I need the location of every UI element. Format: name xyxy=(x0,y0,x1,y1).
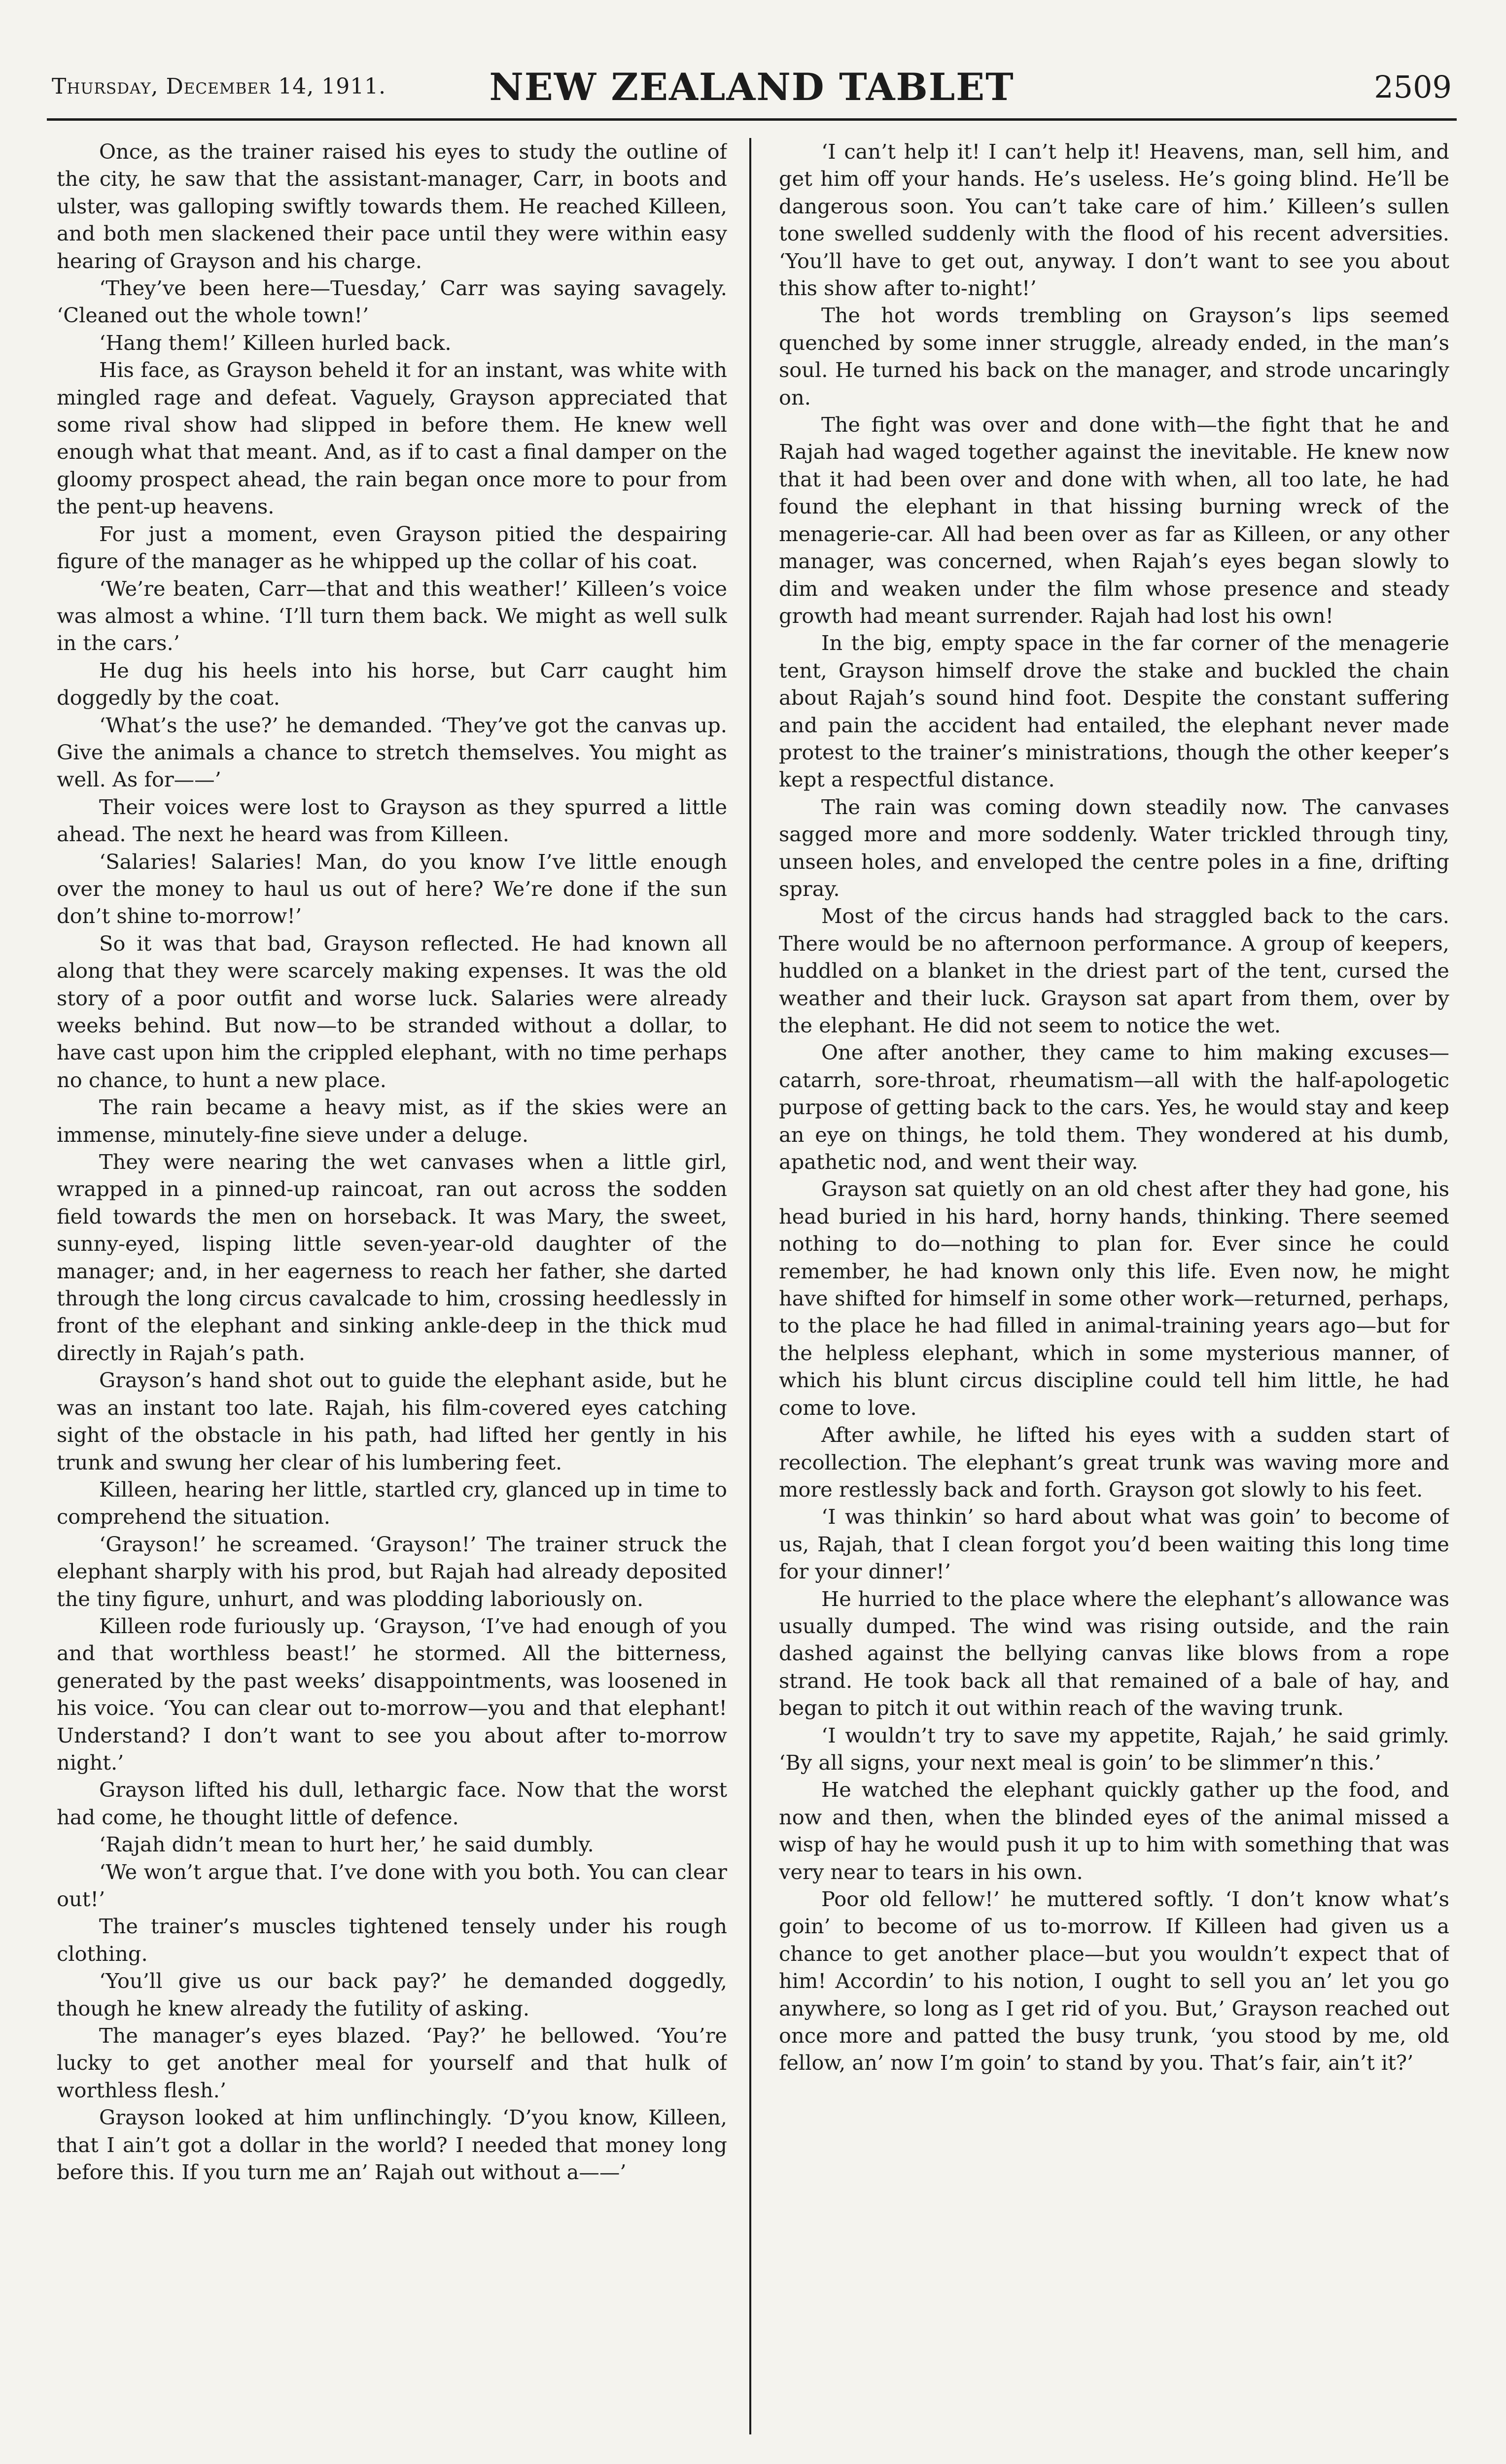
paragraph: ‘I wouldn’t try to save my appetite, Rajah,’ he said grimly. ‘By all signs, your next meal is goin’ to be slimmer’n this.’ xyxy=(779,1723,1449,1775)
right-column xyxy=(779,138,1449,2444)
paragraph: He watched the elephant quickly gather up the food, and now and then, when the blinded eyes of the animal missed a wisp of hay he would push it up to him with something that was very near to tears in his own. xyxy=(779,1778,1449,1884)
paragraph: Killeen, hearing her little, startled cry, glanced up in time to comprehend the situation. xyxy=(57,1477,727,1529)
newspaper-page xyxy=(47,54,1457,2449)
paragraph: The hot words trembling on Grayson’s lips seemed quenched by some inner struggle, already ended, in the man’s soul. He turned his back on the manager, and strode uncaringly on. xyxy=(779,303,1449,410)
column-divider xyxy=(749,138,751,2434)
paragraph: Poor old fellow!’ he muttered softly. ‘I don’t know what’s goin’ to become of us to-morrow. If Killeen had given us a chance to get another place—but you wouldn’t expect that of him! Accordin’ to his notion, I ought to sell you an’ let you go anywhere, so long as I get rid of you. But,’ Grayson reached out once more and patted the busy trunk, ‘you stood by me, old fellow, an’ now I’m goin’ to stand by you. That’s fair, ain’t it?’ xyxy=(779,1887,1449,2075)
paragraph: Killeen rode furiously up. ‘Grayson, ‘I’ve had enough of you and that worthless beast!’ he stormed. All the bitterness, generated by the past weeks’ disappointments, was loosened in his voice. ‘You can clear out to-morrow—you and that elephant! Understand? I don’t want to see you about after to-morrow night.’ xyxy=(57,1613,727,1775)
paragraph: They were nearing the wet canvases when a little girl, wrapped in a pinned-up raincoat, ran out across the sodden field towards the men on horseback. It was Mary, the sweet, sunny-eyed, lisping little seven-year-old daughter of the manager; and, in her eagerness to reach her father, she darted through the long circus cavalcade to him, crossing heedlessly in front of the elephant and sinking ankle-deep in the thick mud directly in Rajah’s path. xyxy=(57,1150,727,1365)
paragraph: In the big, empty space in the far corner of the menagerie tent, Grayson himself drove the stake and buckled the chain about Rajah’s sound hind foot. Despite the constant suffering and pain the accident had entailed, the elephant never made protest to the trainer’s ministrations, though the other keeper’s kept a respectful distance. xyxy=(779,631,1449,792)
paragraph: ‘We won’t argue that. I’ve done with you both. You can clear out!’ xyxy=(57,1859,727,1911)
paragraph: The manager’s eyes blazed. ‘Pay?’ he bellowed. ‘You’re lucky to get another meal for yourself and that hulk of worthless flesh.’ xyxy=(57,2023,727,2102)
article-body xyxy=(47,138,1457,2444)
paragraph: ‘I was thinkin’ so hard about what was goin’ to become of us, Rajah, that I clean forgot you’d been waiting this long time for your dinner!’ xyxy=(779,1505,1449,1584)
paragraph: The trainer’s muscles tightened tensely under his rough clothing. xyxy=(57,1914,727,1966)
paragraph: ‘We’re beaten, Carr—that and this weather!’ Killeen’s voice was almost a whine. ‘I’ll turn them back. We might as well sulk in the cars.’ xyxy=(57,576,727,655)
paragraph: ‘Grayson!’ he screamed. ‘Grayson!’ The trainer struck the elephant sharply with his prod, but Rajah had already deposited the tiny figure, unhurt, and was plodding laboriously on. xyxy=(57,1532,727,1611)
paragraph: After awhile, he lifted his eyes with a sudden start of recollection. The elephant’s great trunk was waving more and more restlessly back and forth. Grayson got slowly to his feet. xyxy=(779,1423,1449,1502)
paragraph: ‘I can’t help it! I can’t help it! Heavens, man, sell him, and get him off your hands. He’s useless. He’s going blind. He’ll be dangerous soon. You can’t take care of him.’ Killeen’s sullen tone swelled suddenly with the flood of his recent adversities. ‘You’ll have to get out, anyway. I don’t want to see you about this show after to-night!’ xyxy=(779,139,1449,301)
paragraph: Grayson lifted his dull, lethargic face. Now that the worst had come, he thought little of defence. xyxy=(57,1778,727,1829)
paragraph: ‘What’s the use?’ he demanded. ‘They’ve got the canvas up. Give the animals a chance to stretch themselves. You might as well. As for——’ xyxy=(57,713,727,792)
paragraph: Grayson sat quietly on an old chest after they had gone, his head buried in his hard, horny hands, thinking. There seemed nothing to do—nothing to plan for. Ever since he could remember, he had known only this life. Even now, he might have shifted for himself in some other work—returned, perhaps, to the place he had filled in animal-training years ago—but for the helpless elephant, which in some mysterious manner, of which his blunt circus discipline could tell him little, he had come to love. xyxy=(779,1177,1449,1420)
paragraph: ‘You’ll give us our back pay?’ he demanded doggedly, though he knew already the futility of asking. xyxy=(57,1969,727,2020)
paragraph: ‘Hang them!’ Killeen hurled back. xyxy=(99,330,452,355)
paragraph: ‘Rajah didn’t mean to hurt her,’ he said dumbly. xyxy=(99,1832,594,1857)
paragraph: The fight was over and done with—the fight that he and Rajah had waged together against the inevitable. He knew now that it had been over and done with when, all too late, he had found the elephant in that hissing burning wreck of the menagerie-car. All had been over as far as Killeen, or any other manager, was concerned, when Rajah’s eyes began slowly to dim and weaken under the film whose presence and steady growth had meant surrender. Rajah had lost his own! xyxy=(779,412,1449,628)
paragraph: His face, as Grayson beheld it for an instant, was white with mingled rage and defeat. Vaguely, Grayson appreciated that some rival show had slipped in before them. He knew well enough what that meant. And, as if to cast a final damper on the gloomy prospect ahead, the rain began once more to pour from the pent-up heavens. xyxy=(57,358,727,519)
paragraph: One after another, they came to him making excuses—catarrh, sore-throat, rheumatism—all with the half-apologetic purpose of getting back to the cars. Yes, he would stay and keep an eye on things, he told them. They wondered at his dumb, apathetic nod, and went their way. xyxy=(779,1040,1449,1174)
paragraph: Grayson’s hand shot out to guide the elephant aside, but he was an instant too late. Rajah, his film-covered eyes catching sight of the obstacle in his path, had lifted her gently in his trunk and swung her clear of his lumbering feet. xyxy=(57,1368,727,1474)
publication-title: NEW ZEALAND TABLET xyxy=(489,65,1015,109)
paragraph: ‘They’ve been here—Tuesday,’ Carr was saying savagely. ‘Cleaned out the whole town!’ xyxy=(57,276,727,328)
left-column xyxy=(57,138,727,2444)
paragraph: ‘Salaries! Salaries! Man, do you know I’ve little enough over the money to haul us out of here? We’re done if the sun don’t shine to-morrow!’ xyxy=(57,849,727,928)
paragraph: Their voices were lost to Grayson as they spurred a little ahead. The next he heard was from Killeen. xyxy=(57,794,727,847)
paragraph: The rain was coming down steadily now. The canvases sagged more and more soddenly. Water trickled through tiny, unseen holes, and enveloped the centre poles in a fine, drifting spray. xyxy=(779,794,1449,901)
page-number: 2509 xyxy=(1374,69,1452,105)
paragraph: For just a moment, even Grayson pitied the despairing figure of the manager as he whipped up the collar of his coat. xyxy=(57,521,727,574)
paragraph: So it was that bad, Grayson reflected. He had known all along that they were scarcely making expenses. It was the old story of a poor outfit and worse luck. Salaries were already weeks behind. But now—to be stranded without a dollar, to have cast upon him the crippled elephant, with no time perhaps no chance, to hunt a new place. xyxy=(57,931,727,1092)
masthead xyxy=(47,54,1457,121)
paragraph: Once, as the trainer raised his eyes to study the outline of the city, he saw that the assistant-manager, Carr, in boots and ulster, was galloping swiftly towards them. He reached Killeen, and both men slackened their pace until they were within easy hearing of Grayson and his charge. xyxy=(57,139,727,273)
paragraph: The rain became a heavy mist, as if the skies were an immense, minutely-fine sieve under a deluge. xyxy=(57,1095,727,1147)
paragraph: He dug his heels into his horse, but Carr caught him doggedly by the coat. xyxy=(57,658,727,710)
paragraph: Grayson looked at him unflinchingly. ‘D’you know, Killeen, that I ain’t got a dollar in the world? I needed that money long before this. If you turn me an’ Rajah out without a——’ xyxy=(57,2105,727,2185)
paragraph: He hurried to the place where the elephant’s allowance was usually dumped. The wind was rising outside, and the rain dashed against the bellying canvas like blows from a rope strand. He took back all that remained of a bale of hay, and began to pitch it out within reach of the waving trunk. xyxy=(779,1586,1449,1720)
issue-date: Thursday, December 14, 1911. xyxy=(52,74,386,99)
paragraph: Most of the circus hands had straggled back to the cars. There would be no afternoon performance. A group of keepers, huddled on a blanket in the driest part of the tent, cursed the weather and their luck. Grayson sat apart from them, over by the elephant. He did not seem to notice the wet. xyxy=(779,904,1449,1037)
